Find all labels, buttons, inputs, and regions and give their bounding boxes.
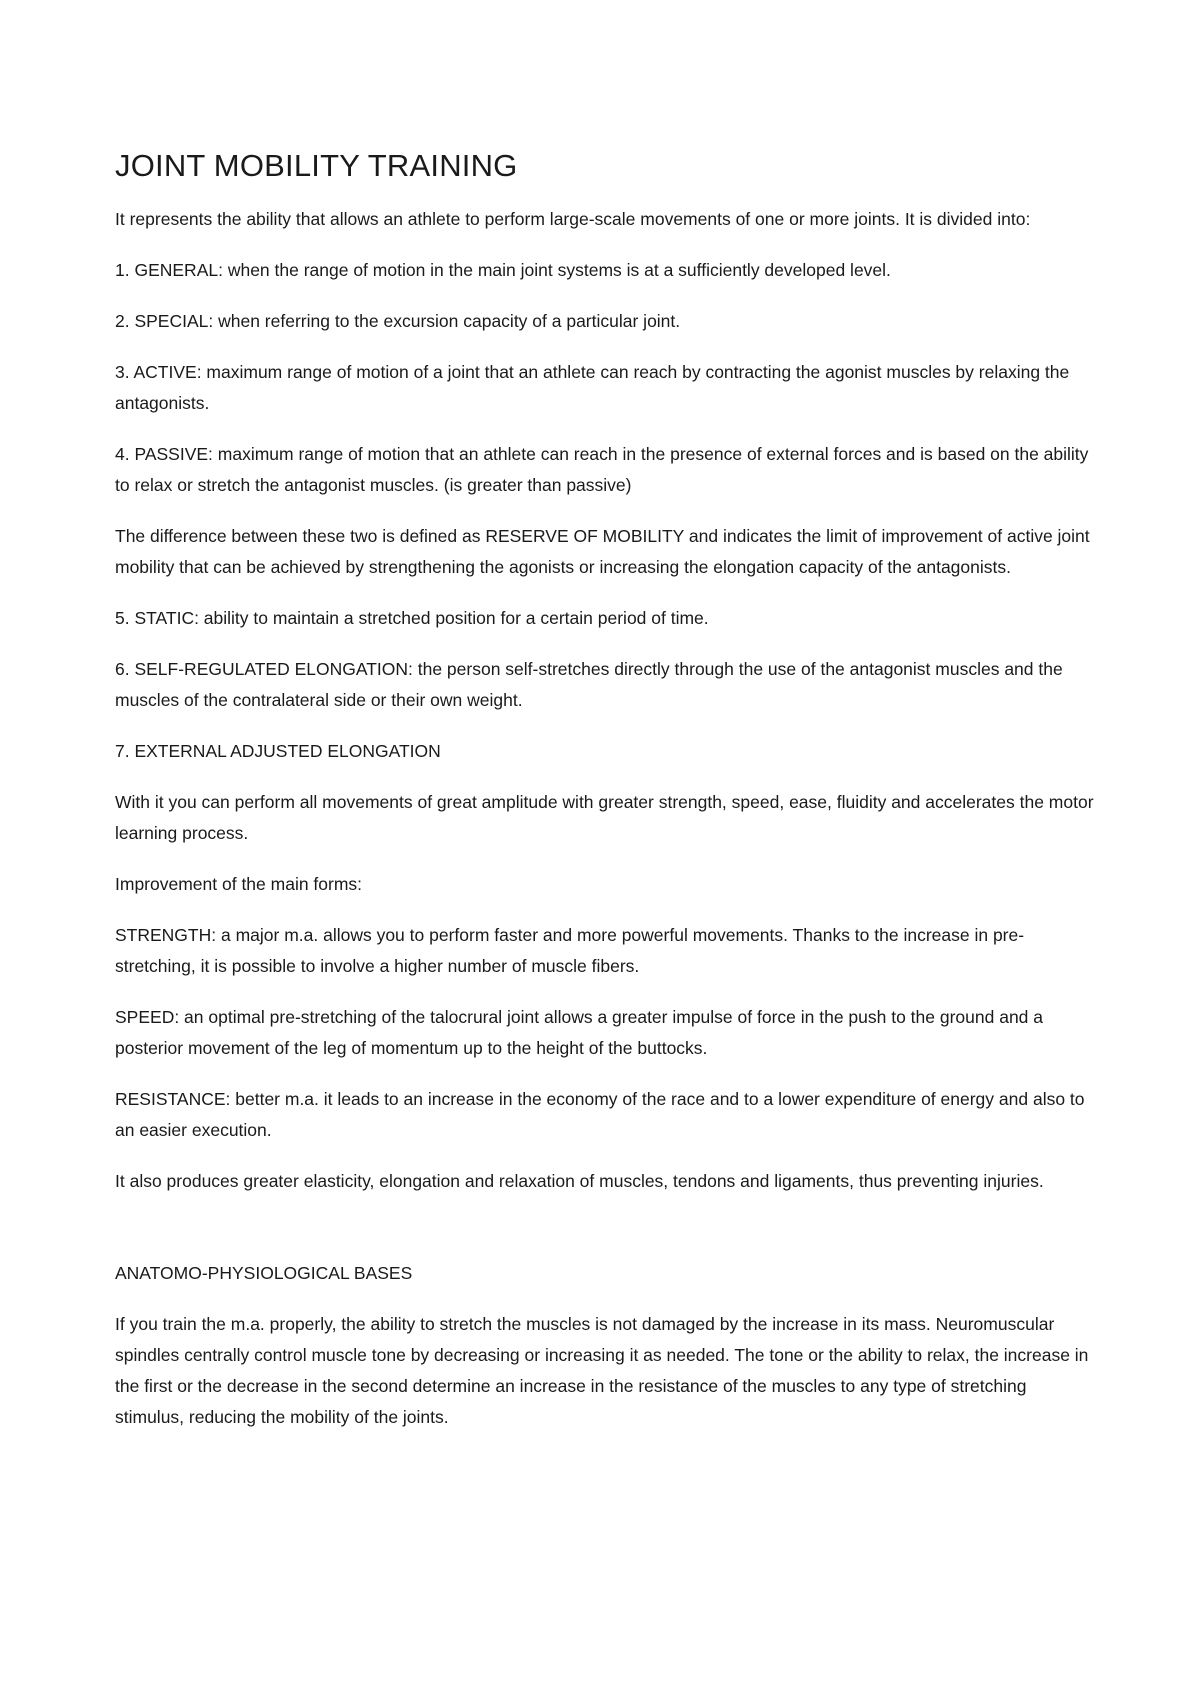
list-item-static: 5. STATIC: ability to maintain a stretched position for a certain period of time.	[115, 608, 709, 628]
elasticity-paragraph: It also produces greater elasticity, elongation and relaxation of muscles, tendons and ligaments, thus preventing injuries.	[115, 1171, 1044, 1191]
list-item-special: 2. SPECIAL: when referring to the excursion capacity of a particular joint.	[115, 311, 681, 331]
form-speed: SPEED: an optimal pre-stretching of the talocrural joint allows a greater impulse of force in the push to the ground and a posterior movement of the leg of momentum up to the height of the buttocks.	[115, 1007, 1044, 1058]
form-resistance: RESISTANCE: better m.a. it leads to an increase in the economy of the race and to a lower expenditure of energy and also to an easier execution.	[115, 1089, 1085, 1140]
reserve-of-mobility-paragraph: The difference between these two is defined as RESERVE OF MOBILITY and indicates the limit of improvement of active joint mobility that can be achieved by strengthening the agonists or increasing the elongation capacity of the antagonists.	[115, 526, 1090, 577]
section-heading: ANATOMO-PHYSIOLOGICAL BASES	[115, 1263, 413, 1283]
section-paragraph: If you train the m.a. properly, the ability to stretch the muscles is not damaged by the increase in its mass. Neuromuscular spindles centrally control muscle tone by decreasing or increasing it as needed. The tone or the ability to relax, the increase in the first or the decrease in the second determine an increase in the resistance of the muscles to any type of stretching stimulus, reducing the mobility of the joints.	[115, 1314, 1089, 1427]
list-item-self-regulated: 6. SELF-REGULATED ELONGATION: the person self-stretches directly through the use of the antagonist muscles and the muscles of the contralateral side or their own weight.	[115, 659, 1063, 710]
document-body	[115, 146, 1095, 1453]
list-item-active: 3. ACTIVE: maximum range of motion of a joint that an athlete can reach by contracting the agonist muscles by relaxing the antagonists.	[115, 362, 1070, 413]
list-item-passive: 4. PASSIVE: maximum range of motion that an athlete can reach in the presence of external forces and is based on the ability to relax or stretch the antagonist muscles. (is greater than passive)	[115, 444, 1089, 495]
section-spacer	[115, 1217, 1095, 1258]
list-item-external-adjusted: 7. EXTERNAL ADJUSTED ELONGATION	[115, 741, 441, 761]
improvement-heading: Improvement of the main forms:	[115, 874, 363, 894]
document-title: JOINT MOBILITY TRAINING	[115, 148, 518, 183]
list-item-general: 1. GENERAL: when the range of motion in the main joint systems is at a sufficiently developed level.	[115, 260, 891, 280]
form-strength: STRENGTH: a major m.a. allows you to perform faster and more powerful movements. Thanks to the increase in pre-stretching, it is possible to involve a higher number of muscle fibers.	[115, 925, 1025, 976]
intro-paragraph: It represents the ability that allows an athlete to perform large-scale movements of one or more joints. It is divided into:	[115, 209, 1031, 229]
amplitude-paragraph: With it you can perform all movements of great amplitude with greater strength, speed, ease, fluidity and accelerates the motor learning process.	[115, 792, 1094, 843]
